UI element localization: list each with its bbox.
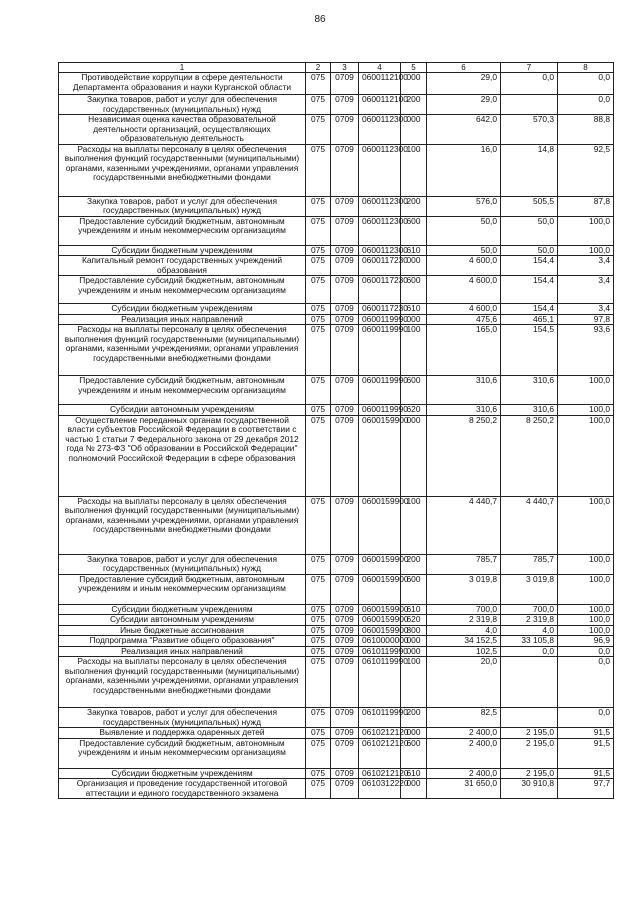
row-expense-type: 000 — [401, 728, 427, 739]
table-row — [59, 738, 614, 768]
table-row — [59, 708, 614, 728]
row-expense-type: 000 — [401, 646, 427, 657]
row-expense-type: 200 — [401, 196, 427, 216]
row-description: Предоставление субсидий бюджетным, автономным учреждениям и иным некоммерческим организациям — [59, 376, 306, 405]
row-target-code: 0600119990 — [359, 314, 401, 325]
budget-table — [58, 62, 614, 799]
row-percent: 91,5 — [558, 768, 614, 779]
row-target-code: 0600112300 — [359, 245, 401, 256]
row-description: Закупка товаров, работ и услуг для обеспечения государственных (муниципальных) нужд — [59, 196, 306, 216]
row-planned-amount: 2 400,0 — [427, 728, 501, 739]
row-section-code: 0709 — [331, 415, 359, 496]
row-section-code: 0709 — [331, 708, 359, 728]
row-planned-amount: 642,0 — [427, 115, 501, 145]
row-admin-code: 075 — [306, 304, 331, 315]
row-description: Противодействие коррупции в сфере деятельности Департамента образования и науки Курганской области — [59, 73, 306, 95]
row-percent: 91,5 — [558, 728, 614, 739]
row-target-code: 0610212120 — [359, 768, 401, 779]
row-section-code: 0709 — [331, 144, 359, 196]
row-section-code: 0709 — [331, 115, 359, 145]
row-admin-code: 075 — [306, 728, 331, 739]
row-expense-type: 610 — [401, 604, 427, 615]
table-row — [59, 304, 614, 315]
row-description: Капитальный ремонт государственных учреждений образования — [59, 256, 306, 276]
row-admin-code: 075 — [306, 574, 331, 604]
row-actual-amount: 154,4 — [501, 304, 558, 315]
header-cell-7: 7 — [501, 63, 558, 73]
row-admin-code: 075 — [306, 276, 331, 304]
row-percent: 3,4 — [558, 256, 614, 276]
row-actual-amount: 154,4 — [501, 256, 558, 276]
row-target-code: 0610312220 — [359, 779, 401, 799]
row-description: Предоставление субсидий бюджетным, автономным учреждениям и иным некоммерческим организациям — [59, 574, 306, 604]
row-expense-type: 200 — [401, 554, 427, 574]
row-section-code: 0709 — [331, 276, 359, 304]
row-actual-amount — [501, 95, 558, 115]
row-percent: 100,0 — [558, 496, 614, 554]
header-cell-2: 2 — [306, 63, 331, 73]
table-row — [59, 376, 614, 405]
row-percent: 88,8 — [558, 115, 614, 145]
row-target-code: 0600159900 — [359, 554, 401, 574]
row-planned-amount: 82,5 — [427, 708, 501, 728]
row-section-code: 0709 — [331, 779, 359, 799]
row-expense-type: 000 — [401, 115, 427, 145]
row-expense-type: 610 — [401, 304, 427, 315]
table-row — [59, 415, 614, 496]
row-expense-type: 100 — [401, 496, 427, 554]
row-description: Организация и проведение государственной итоговой аттестации и единого государственного экзамена — [59, 779, 306, 799]
row-planned-amount: 700,0 — [427, 604, 501, 615]
table-row — [59, 615, 614, 626]
table-row — [59, 768, 614, 779]
row-planned-amount: 310,6 — [427, 376, 501, 405]
header-cell-4: 4 — [359, 63, 401, 73]
row-percent: 100,0 — [558, 625, 614, 636]
row-percent: 0,0 — [558, 73, 614, 95]
row-section-code: 0709 — [331, 604, 359, 615]
row-target-code: 0600117230 — [359, 304, 401, 315]
row-admin-code: 075 — [306, 554, 331, 574]
row-section-code: 0709 — [331, 196, 359, 216]
table-row — [59, 196, 614, 216]
row-planned-amount: 102,5 — [427, 646, 501, 657]
row-expense-type: 600 — [401, 216, 427, 245]
row-actual-amount: 785,7 — [501, 554, 558, 574]
row-admin-code: 075 — [306, 245, 331, 256]
row-target-code: 0600112300 — [359, 196, 401, 216]
row-planned-amount: 4,0 — [427, 625, 501, 636]
row-percent: 97,7 — [558, 779, 614, 799]
row-admin-code: 075 — [306, 415, 331, 496]
row-target-code: 0600119990 — [359, 325, 401, 376]
row-section-code: 0709 — [331, 615, 359, 626]
row-description: Субсидии бюджетным учреждениям — [59, 768, 306, 779]
row-actual-amount: 2 195,0 — [501, 768, 558, 779]
row-percent: 97,8 — [558, 314, 614, 325]
row-target-code: 0600112100 — [359, 73, 401, 95]
table-row — [59, 554, 614, 574]
row-expense-type: 620 — [401, 405, 427, 416]
table-row — [59, 325, 614, 376]
row-planned-amount: 50,0 — [427, 216, 501, 245]
row-target-code: 0610119990 — [359, 646, 401, 657]
row-expense-type: 000 — [401, 636, 427, 647]
column-number-header — [59, 63, 614, 73]
row-description: Расходы на выплаты персоналу в целях обеспечения выполнения функций государственными (муниципальными) органами, казенными учреждениями, органами управления государственными внебюджетными фондами — [59, 325, 306, 376]
row-percent: 0,0 — [558, 95, 614, 115]
row-planned-amount: 576,0 — [427, 196, 501, 216]
row-planned-amount: 29,0 — [427, 95, 501, 115]
row-admin-code: 075 — [306, 216, 331, 245]
row-planned-amount: 2 400,0 — [427, 768, 501, 779]
row-percent: 0,0 — [558, 657, 614, 708]
row-description: Субсидии бюджетным учреждениям — [59, 245, 306, 256]
row-percent: 3,4 — [558, 276, 614, 304]
row-admin-code: 075 — [306, 325, 331, 376]
row-section-code: 0709 — [331, 314, 359, 325]
row-target-code: 0600159900 — [359, 496, 401, 554]
row-actual-amount: 570,3 — [501, 115, 558, 145]
row-section-code: 0709 — [331, 405, 359, 416]
row-target-code: 0600119990 — [359, 405, 401, 416]
row-target-code: 0600112300 — [359, 144, 401, 196]
row-percent: 100,0 — [558, 604, 614, 615]
row-description: Реализация иных направлений — [59, 314, 306, 325]
table-row — [59, 276, 614, 304]
row-actual-amount — [501, 708, 558, 728]
header-cell-6: 6 — [427, 63, 501, 73]
row-admin-code: 075 — [306, 615, 331, 626]
row-admin-code: 075 — [306, 115, 331, 145]
row-actual-amount: 8 250,2 — [501, 415, 558, 496]
row-planned-amount: 4 440,7 — [427, 496, 501, 554]
row-admin-code: 075 — [306, 376, 331, 405]
row-description: Субсидии автономным учреждениям — [59, 405, 306, 416]
header-cell-8: 8 — [558, 63, 614, 73]
row-percent: 100,0 — [558, 415, 614, 496]
row-planned-amount: 16,0 — [427, 144, 501, 196]
row-expense-type: 000 — [401, 415, 427, 496]
row-planned-amount: 4 600,0 — [427, 256, 501, 276]
table-row — [59, 95, 614, 115]
row-target-code: 0600112300 — [359, 115, 401, 145]
row-planned-amount: 50,0 — [427, 245, 501, 256]
row-planned-amount: 2 400,0 — [427, 738, 501, 768]
table-row — [59, 144, 614, 196]
row-admin-code: 075 — [306, 196, 331, 216]
budget-table-body — [59, 63, 614, 799]
row-expense-type: 000 — [401, 256, 427, 276]
row-admin-code: 075 — [306, 738, 331, 768]
row-actual-amount: 3 019,8 — [501, 574, 558, 604]
row-actual-amount: 50,0 — [501, 216, 558, 245]
row-actual-amount — [501, 657, 558, 708]
row-planned-amount: 165,0 — [427, 325, 501, 376]
row-section-code: 0709 — [331, 245, 359, 256]
row-target-code: 0600159900 — [359, 604, 401, 615]
row-actual-amount: 0,0 — [501, 73, 558, 95]
row-expense-type: 610 — [401, 768, 427, 779]
row-expense-type: 600 — [401, 276, 427, 304]
row-target-code: 0610212120 — [359, 728, 401, 739]
row-section-code: 0709 — [331, 304, 359, 315]
row-admin-code: 075 — [306, 73, 331, 95]
row-expense-type: 000 — [401, 314, 427, 325]
row-section-code: 0709 — [331, 646, 359, 657]
row-planned-amount: 4 600,0 — [427, 304, 501, 315]
row-actual-amount: 30 910,8 — [501, 779, 558, 799]
row-expense-type: 600 — [401, 738, 427, 768]
row-admin-code: 075 — [306, 768, 331, 779]
row-percent: 100,0 — [558, 554, 614, 574]
row-percent: 100,0 — [558, 574, 614, 604]
row-section-code: 0709 — [331, 728, 359, 739]
row-planned-amount: 31 650,0 — [427, 779, 501, 799]
row-target-code: 0610119990 — [359, 657, 401, 708]
row-percent: 100,0 — [558, 376, 614, 405]
row-section-code: 0709 — [331, 636, 359, 647]
row-actual-amount: 4 440,7 — [501, 496, 558, 554]
row-description: Выявление и поддержка одаренных детей — [59, 728, 306, 739]
row-actual-amount: 50,0 — [501, 245, 558, 256]
row-actual-amount: 310,6 — [501, 405, 558, 416]
row-target-code: 0600117230 — [359, 276, 401, 304]
row-admin-code: 075 — [306, 256, 331, 276]
row-target-code: 0600117230 — [359, 256, 401, 276]
row-section-code: 0709 — [331, 256, 359, 276]
row-target-code: 0600119990 — [359, 376, 401, 405]
row-expense-type: 000 — [401, 73, 427, 95]
row-actual-amount: 4,0 — [501, 625, 558, 636]
table-row — [59, 636, 614, 647]
row-planned-amount: 2 319,8 — [427, 615, 501, 626]
table-row — [59, 496, 614, 554]
row-admin-code: 075 — [306, 708, 331, 728]
row-target-code: 0600159900 — [359, 625, 401, 636]
row-admin-code: 075 — [306, 604, 331, 615]
table-row — [59, 646, 614, 657]
row-actual-amount: 2 195,0 — [501, 738, 558, 768]
row-target-code: 0600112300 — [359, 216, 401, 245]
row-description: Осуществление переданных органам государственной власти субъектов Российской Федерации в соответствии с частью 1 статьи 7 Федерального закона от 29 декабря 2012 года № 273-ФЗ "Об образовании в Российской Федерации" полномочий Российской Федерации в сфере образования — [59, 415, 306, 496]
row-description: Расходы на выплаты персоналу в целях обеспечения выполнения функций государственными (муниципальными) органами, казенными учреждениями, органами управления государственными внебюджетными фондами — [59, 496, 306, 554]
table-row — [59, 604, 614, 615]
row-actual-amount: 700,0 — [501, 604, 558, 615]
row-actual-amount: 154,4 — [501, 276, 558, 304]
row-admin-code: 075 — [306, 95, 331, 115]
row-expense-type: 610 — [401, 245, 427, 256]
row-planned-amount: 20,0 — [427, 657, 501, 708]
row-expense-type: 800 — [401, 625, 427, 636]
row-section-code: 0709 — [331, 216, 359, 245]
row-admin-code: 075 — [306, 496, 331, 554]
row-percent: 91,5 — [558, 738, 614, 768]
row-planned-amount: 785,7 — [427, 554, 501, 574]
row-admin-code: 075 — [306, 646, 331, 657]
row-target-code: 0600159900 — [359, 415, 401, 496]
row-section-code: 0709 — [331, 625, 359, 636]
row-percent: 100,0 — [558, 245, 614, 256]
row-section-code: 0709 — [331, 496, 359, 554]
row-section-code: 0709 — [331, 574, 359, 604]
row-section-code: 0709 — [331, 554, 359, 574]
row-actual-amount: 154,5 — [501, 325, 558, 376]
row-expense-type: 200 — [401, 95, 427, 115]
row-description: Предоставление субсидий бюджетным, автономным учреждениям и иным некоммерческим организациям — [59, 738, 306, 768]
header-cell-1: 1 — [59, 63, 306, 73]
row-section-code: 0709 — [331, 738, 359, 768]
table-row — [59, 245, 614, 256]
row-percent: 93,6 — [558, 325, 614, 376]
row-description: Предоставление субсидий бюджетным, автономным учреждениям и иным некоммерческим организациям — [59, 216, 306, 245]
table-row — [59, 216, 614, 245]
row-description: Предоставление субсидий бюджетным, автономным учреждениям и иным некоммерческим организациям — [59, 276, 306, 304]
row-planned-amount: 475,6 — [427, 314, 501, 325]
row-admin-code: 075 — [306, 636, 331, 647]
row-percent: 0,0 — [558, 708, 614, 728]
row-planned-amount: 29,0 — [427, 73, 501, 95]
row-target-code: 0610000000 — [359, 636, 401, 647]
page-number: 86 — [314, 14, 326, 25]
table-row — [59, 779, 614, 799]
row-planned-amount: 34 152,5 — [427, 636, 501, 647]
row-percent: 92,5 — [558, 144, 614, 196]
row-actual-amount: 33 105,8 — [501, 636, 558, 647]
row-admin-code: 075 — [306, 657, 331, 708]
row-actual-amount: 2 319,8 — [501, 615, 558, 626]
row-percent: 100,0 — [558, 615, 614, 626]
row-description: Расходы на выплаты персоналу в целях обеспечения выполнения функций государственными (муниципальными) органами, казенными учреждениями, органами управления государственными внебюджетными фондами — [59, 657, 306, 708]
row-expense-type: 620 — [401, 615, 427, 626]
table-row — [59, 728, 614, 739]
table-row — [59, 574, 614, 604]
row-percent: 96,9 — [558, 636, 614, 647]
row-planned-amount: 4 600,0 — [427, 276, 501, 304]
row-description: Независимая оценка качества образовательной деятельности организаций, осуществляющих образовательную деятельность — [59, 115, 306, 145]
row-expense-type: 000 — [401, 779, 427, 799]
row-actual-amount: 465,1 — [501, 314, 558, 325]
row-description: Подпрограмма "Развитие общего образования" — [59, 636, 306, 647]
row-section-code: 0709 — [331, 657, 359, 708]
table-row — [59, 625, 614, 636]
table-row — [59, 405, 614, 416]
row-section-code: 0709 — [331, 768, 359, 779]
header-cell-3: 3 — [331, 63, 359, 73]
row-admin-code: 075 — [306, 144, 331, 196]
row-planned-amount: 3 019,8 — [427, 574, 501, 604]
row-actual-amount: 310,6 — [501, 376, 558, 405]
row-section-code: 0709 — [331, 325, 359, 376]
table-row — [59, 314, 614, 325]
row-description: Расходы на выплаты персоналу в целях обеспечения выполнения функций государственными (муниципальными) органами, казенными учреждениями, органами управления государственными внебюджетными фондами — [59, 144, 306, 196]
row-admin-code: 075 — [306, 625, 331, 636]
row-description: Закупка товаров, работ и услуг для обеспечения государственных (муниципальных) нужд — [59, 708, 306, 728]
row-description: Закупка товаров, работ и услуг для обеспечения государственных (муниципальных) нужд — [59, 554, 306, 574]
row-target-code: 0600159900 — [359, 574, 401, 604]
row-expense-type: 100 — [401, 144, 427, 196]
row-target-code: 0610212120 — [359, 738, 401, 768]
row-percent: 3,4 — [558, 304, 614, 315]
row-target-code: 0610119990 — [359, 708, 401, 728]
row-description: Субсидии автономным учреждениям — [59, 615, 306, 626]
row-percent: 100,0 — [558, 405, 614, 416]
row-expense-type: 200 — [401, 708, 427, 728]
row-actual-amount: 0,0 — [501, 646, 558, 657]
header-cell-5: 5 — [401, 63, 427, 73]
table-row — [59, 115, 614, 145]
row-target-code: 0600112100 — [359, 95, 401, 115]
row-actual-amount: 2 195,0 — [501, 728, 558, 739]
row-actual-amount: 14,8 — [501, 144, 558, 196]
row-description: Закупка товаров, работ и услуг для обеспечения государственных (муниципальных) нужд — [59, 95, 306, 115]
table-row — [59, 256, 614, 276]
table-row — [59, 657, 614, 708]
row-percent: 0,0 — [558, 646, 614, 657]
row-expense-type: 600 — [401, 376, 427, 405]
row-description: Реализация иных направлений — [59, 646, 306, 657]
row-description: Субсидии бюджетным учреждениям — [59, 604, 306, 615]
row-percent: 100,0 — [558, 216, 614, 245]
row-expense-type: 100 — [401, 325, 427, 376]
row-section-code: 0709 — [331, 73, 359, 95]
row-planned-amount: 310,6 — [427, 405, 501, 416]
table-row — [59, 73, 614, 95]
row-description: Иные бюджетные ассигнования — [59, 625, 306, 636]
row-admin-code: 075 — [306, 314, 331, 325]
row-admin-code: 075 — [306, 405, 331, 416]
row-description: Субсидии бюджетным учреждениям — [59, 304, 306, 315]
row-actual-amount: 505,5 — [501, 196, 558, 216]
row-admin-code: 075 — [306, 779, 331, 799]
row-target-code: 0600159900 — [359, 615, 401, 626]
row-expense-type: 100 — [401, 657, 427, 708]
row-percent: 87,8 — [558, 196, 614, 216]
row-expense-type: 600 — [401, 574, 427, 604]
row-section-code: 0709 — [331, 376, 359, 405]
row-planned-amount: 8 250,2 — [427, 415, 501, 496]
row-section-code: 0709 — [331, 95, 359, 115]
